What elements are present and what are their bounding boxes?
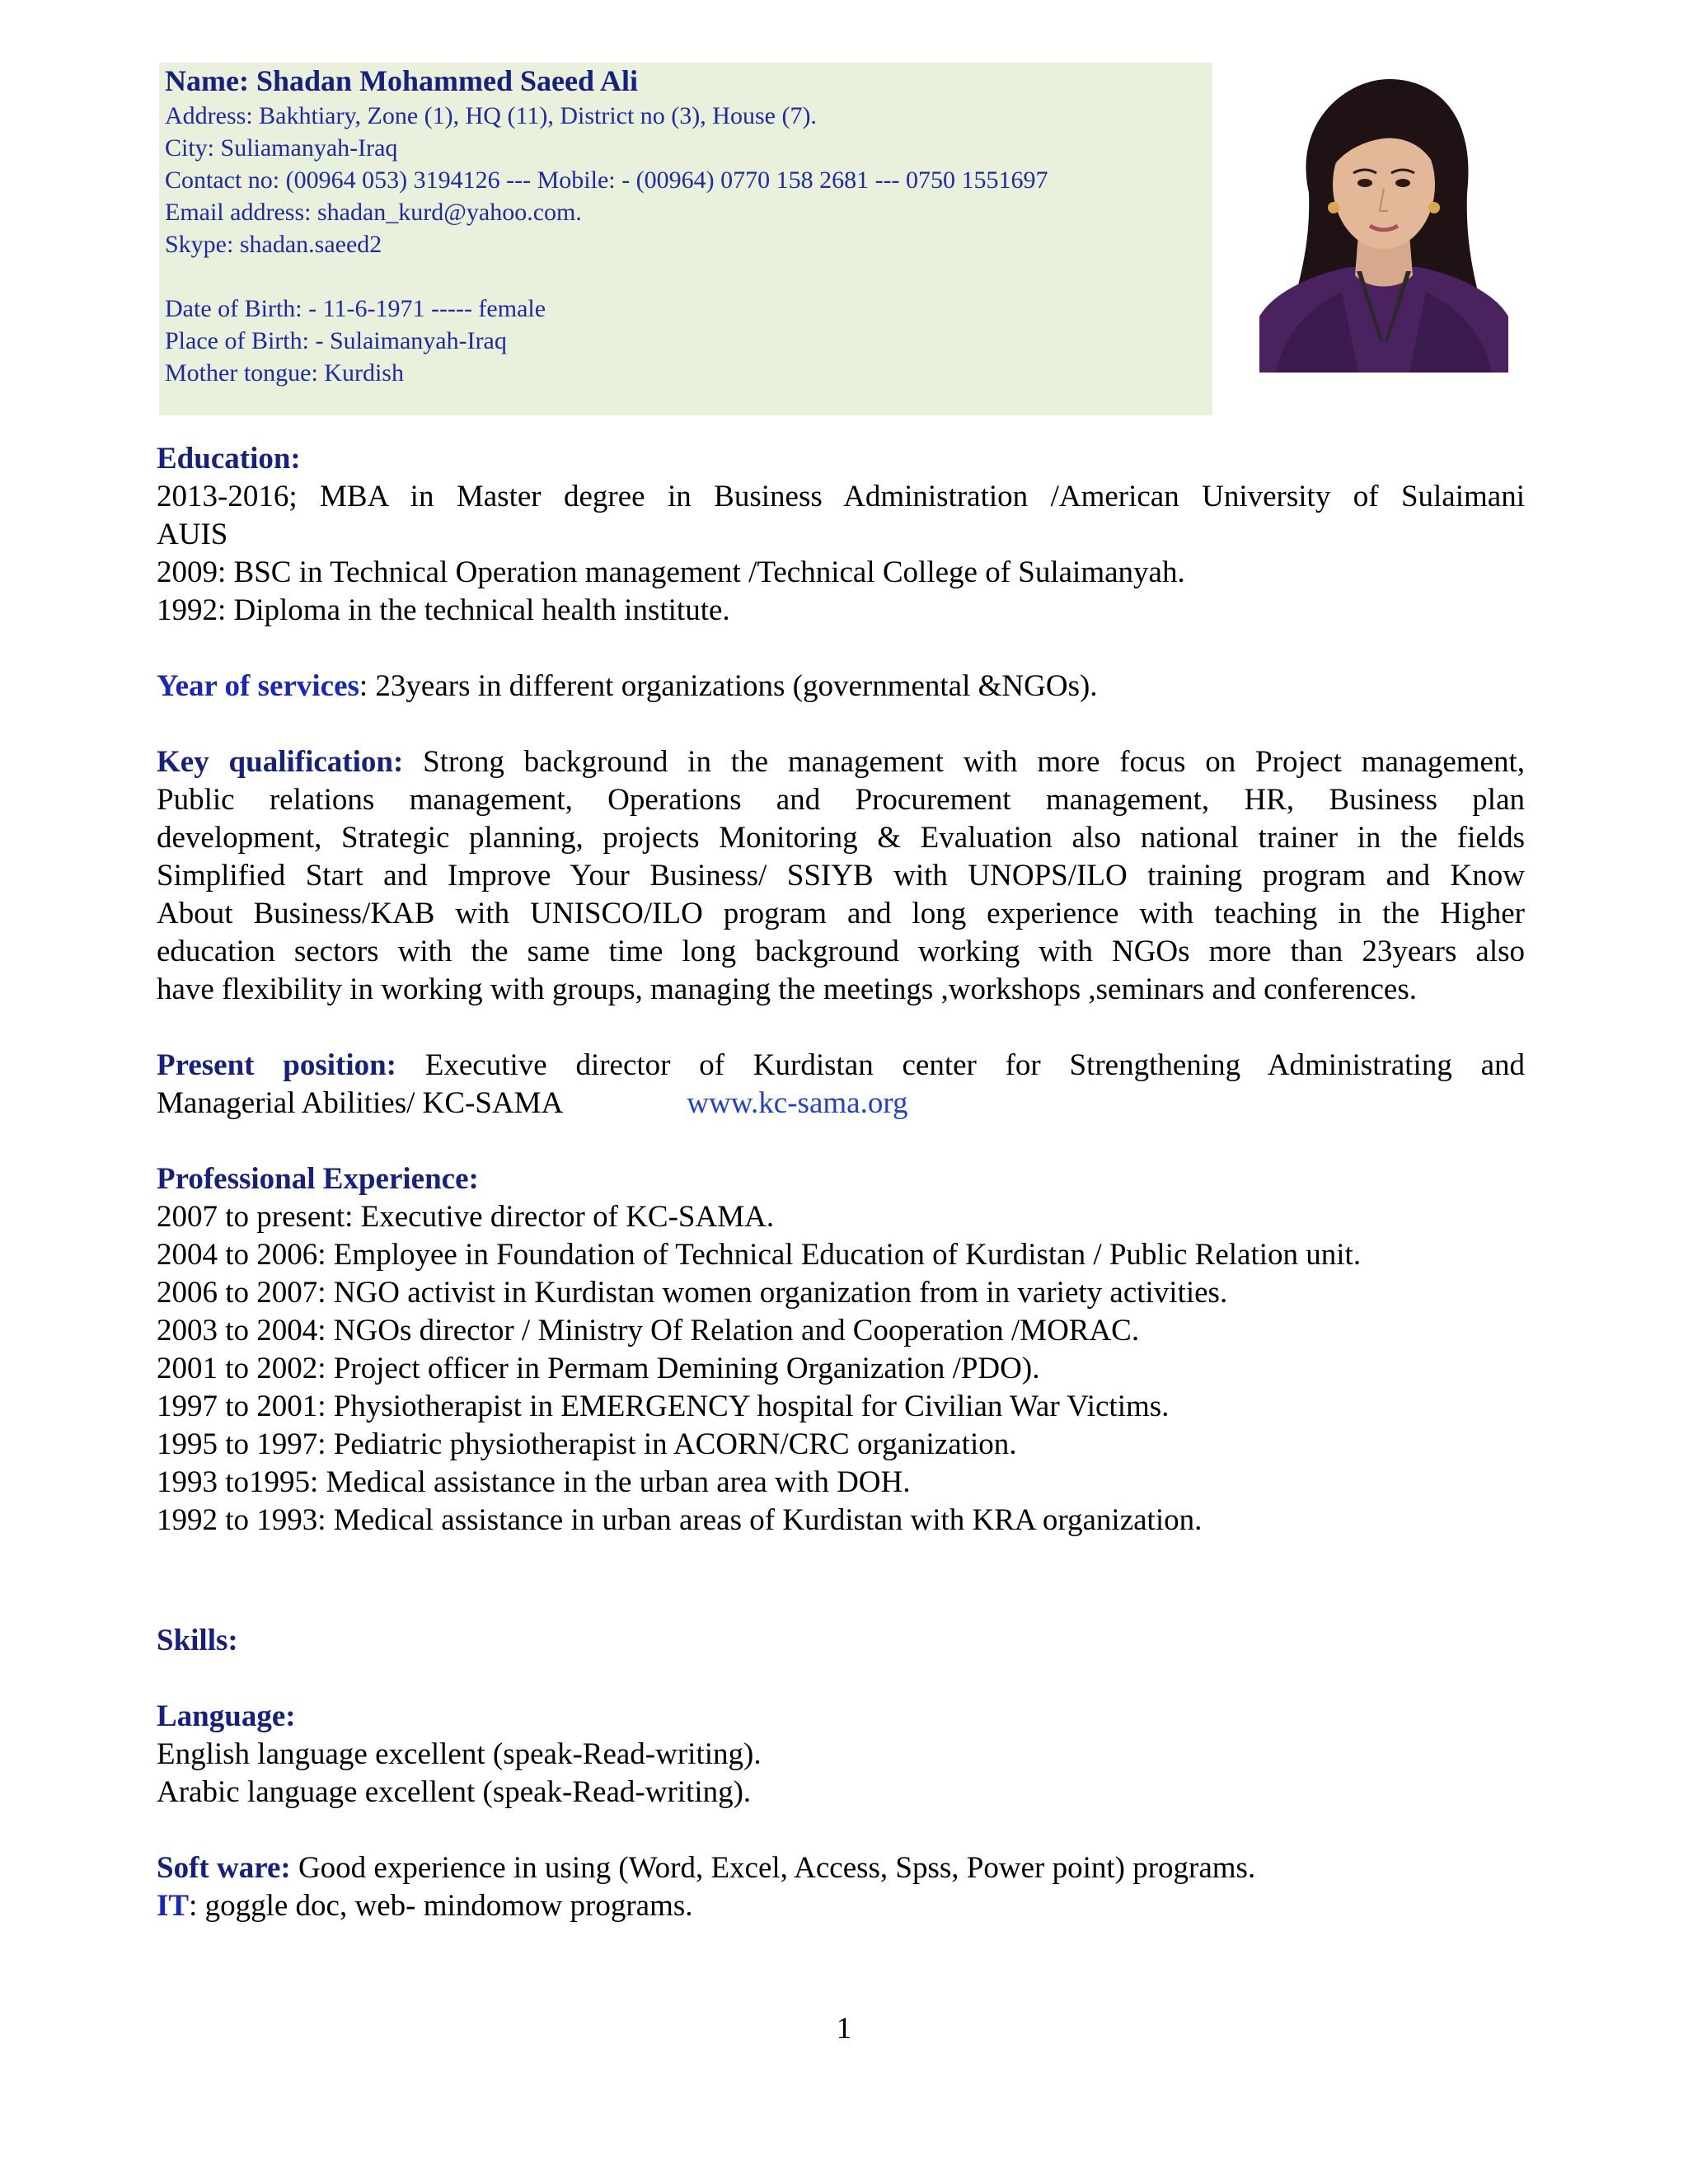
experience-item: 2006 to 2007: NGO activist in Kurdistan women organization from in variety activities. bbox=[157, 1276, 1228, 1310]
key-qualification-label: Key qualification: bbox=[157, 745, 404, 779]
key-qualification-text: have flexibility in working with groups, managing the meetings ,workshops ,seminars and conferences. bbox=[157, 972, 1417, 1006]
name-line: Name: Shadan Mohammed Saeed Ali bbox=[165, 64, 639, 97]
key-qualification-section bbox=[157, 743, 1525, 1009]
language-item: Arabic language excellent (speak-Read-writing). bbox=[157, 1775, 752, 1809]
services-section bbox=[157, 668, 1525, 705]
city-line: City: Suliamanyah-Iraq bbox=[165, 134, 398, 162]
kc-sama-link[interactable]: www.kc-sama.org bbox=[687, 1086, 908, 1120]
key-qualification-text: Strong background in the management with more focus on Project management, bbox=[403, 745, 1525, 779]
profile-photo bbox=[1259, 69, 1508, 373]
experience-item: 2007 to present: Executive director of KC-SAMA. bbox=[157, 1200, 775, 1234]
education-item: 1992: Diploma in the technical health institute. bbox=[157, 593, 730, 627]
education-item: 2009: BSC in Technical Operation management /Technical College of Sulaimanyah. bbox=[157, 555, 1185, 589]
page-number: 1 bbox=[836, 2012, 852, 2046]
software-label: Soft ware: bbox=[157, 1851, 291, 1885]
education-heading: Education: bbox=[157, 442, 301, 476]
experience-item: 1995 to 1997: Pediatric physiotherapist in ACORN/CRC organization. bbox=[157, 1427, 1017, 1461]
language-heading: Language: bbox=[157, 1699, 296, 1733]
experience-item: 2001 to 2002: Project officer in Permam Demining Organization /PDO). bbox=[157, 1352, 1040, 1385]
key-qualification-text: Simplified Start and Improve Your Business/ SSIYB with UNOPS/ILO training program and Know bbox=[157, 859, 1525, 893]
personal-info-box bbox=[159, 63, 1212, 415]
skills-section bbox=[157, 1622, 1525, 1660]
experience-heading: Professional Experience: bbox=[157, 1162, 479, 1196]
dob-line: Date of Birth: - 11-6-1971 ----- female bbox=[165, 295, 546, 322]
experience-item: 2003 to 2004: NGOs director / Ministry Of Relation and Cooperation /MORAC. bbox=[157, 1314, 1140, 1347]
pob-line: Place of Birth: - Sulaimanyah-Iraq bbox=[165, 327, 507, 354]
language-item: English language excellent (speak-Read-writing). bbox=[157, 1737, 762, 1771]
skills-heading: Skills: bbox=[157, 1624, 238, 1657]
mother-tongue-line: Mother tongue: Kurdish bbox=[165, 359, 404, 387]
experience-item: 2004 to 2006: Employee in Foundation of Technical Education of Kurdistan / Public Relation unit. bbox=[157, 1238, 1362, 1272]
it-label: IT bbox=[157, 1889, 190, 1923]
skype-line: Skype: shadan.saeed2 bbox=[165, 231, 382, 258]
experience-item: 1997 to 2001: Physiotherapist in EMERGENCY hospital for Civilian War Victims. bbox=[157, 1390, 1170, 1423]
key-qualification-text: development, Strategic planning, projects Monitoring & Evaluation also national trainer in the fields bbox=[157, 821, 1525, 855]
education-section bbox=[157, 440, 1525, 630]
it-text: : goggle doc, web- mindomow programs. bbox=[189, 1889, 693, 1923]
language-section bbox=[157, 1698, 1525, 1811]
present-position-text: Managerial Abilities/ KC-SAMA bbox=[157, 1086, 564, 1120]
services-text: : 23years in different organizations (governmental &NGOs). bbox=[359, 669, 1098, 703]
present-position-label: Present position: bbox=[157, 1048, 397, 1082]
education-item: AUIS bbox=[157, 518, 228, 551]
present-position-text: Executive director of Kurdistan center for Strengthening Administrating and bbox=[396, 1048, 1525, 1082]
experience-item: 1993 to1995: Medical assistance in the urban area with DOH. bbox=[157, 1465, 911, 1499]
software-text: Good experience in using (Word, Excel, Access, Spss, Power point) programs. bbox=[290, 1851, 1256, 1885]
services-label: Year of services bbox=[157, 669, 359, 703]
key-qualification-text: education sectors with the same time long background working with NGOs more than 23years also bbox=[157, 935, 1525, 968]
experience-item: 1992 to 1993: Medical assistance in urban areas of Kurdistan with KRA organization. bbox=[157, 1503, 1203, 1537]
education-item: 2013-2016; MBA in Master degree in Business Administration /American University of Sulaimani bbox=[157, 480, 1525, 513]
software-section bbox=[157, 1849, 1525, 1925]
address-line: Address: Bakhtiary, Zone (1), HQ (11), District no (3), House (7). bbox=[165, 102, 817, 129]
present-position-section bbox=[157, 1047, 1525, 1122]
key-qualification-text: About Business/KAB with UNISCO/ILO program and long experience with teaching in the Higher bbox=[157, 897, 1525, 930]
key-qualification-text: Public relations management, Operations and Procurement management, HR, Business plan bbox=[157, 783, 1525, 817]
experience-section bbox=[157, 1160, 1525, 1540]
email-line: Email address: shadan_kurd@yahoo.com. bbox=[165, 199, 582, 226]
contact-line: Contact no: (00964 053) 3194126 --- Mobile: - (00964) 0770 158 2681 --- 0750 1551697 bbox=[165, 166, 1048, 194]
